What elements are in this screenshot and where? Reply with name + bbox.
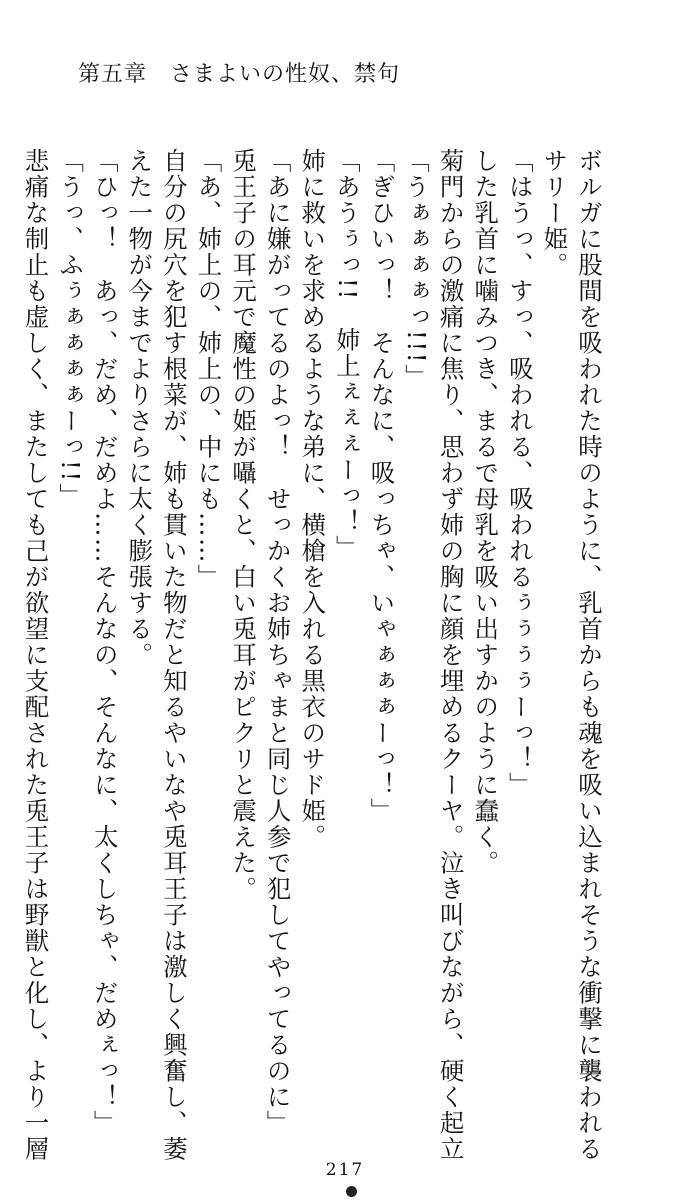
text-line: 姉に救いを求めるような弟に、横槍を入れる黒衣のサド姫。 (298, 148, 328, 850)
text-line: 「あに嫌がってるのよっ！ せっかくお姉ちゃまと同じ人参で犯してやってるのに」 (263, 148, 293, 1136)
text-line: ボルガに股間を吸われた時のように、乳首からも魂を吸い込まれそうな衝撃に襲われる (575, 148, 604, 1162)
text-line: 自分の尻穴を犯す根菜が、姉も貫いた物だと知るやいなや兎耳王子は激しく興奮し、萎 (159, 148, 189, 1162)
text-line: えた一物が今までよりさらに太く膨張する。 (125, 148, 155, 668)
text-line: 「うっ、ふぅぁぁぁぁーっ!!」 (56, 148, 86, 509)
text-line: した乳首に噛みつき、まるで母乳を吸い出すかのように蠢く。 (471, 148, 501, 876)
text-line: 「はうっ、すっ、吸われる、吸われるぅぅぅぅーっ！」 (505, 148, 535, 798)
text-line: 悲痛な制止も虚しく、またしても己が欲望に支配された兎王子は野獣と化し、より一層 (21, 148, 51, 1162)
text-line: 兎王子の耳元で魔性の姫が囁くと、白い兎耳がピクリと震えた。 (229, 148, 259, 902)
chapter-title: 第五章 さまよいの性奴、禁句 (78, 62, 401, 87)
text-line: サリー姫。 (540, 148, 570, 278)
page-number: 217 (325, 1160, 365, 1180)
text-line: 「ぎひいっ！ そんなに、吸っちゃ、いゃぁぁぁーっ！」 (367, 148, 397, 824)
text-line: 「あ、姉上の、姉上の、中にも……」 (194, 148, 224, 590)
text-line: 「うぁぁぁぁっ!!!」 (402, 148, 432, 391)
text-line: 菊門からの激痛に焦り、思わず姉の胸に顔を埋めるクーヤ。泣き叫びながら、硬く起立 (436, 148, 466, 1162)
page-marker-dot (346, 1186, 357, 1197)
text-line: 「あうぅっ!! 姉上ぇぇぇーっ！」 (332, 148, 362, 561)
vertical-text-body (21, 148, 606, 1162)
text-line: 「ひっ！ あっ、だめ、だめよ……そんなの、そんなに、太くしちゃ、だめぇっ！」 (90, 148, 120, 1136)
